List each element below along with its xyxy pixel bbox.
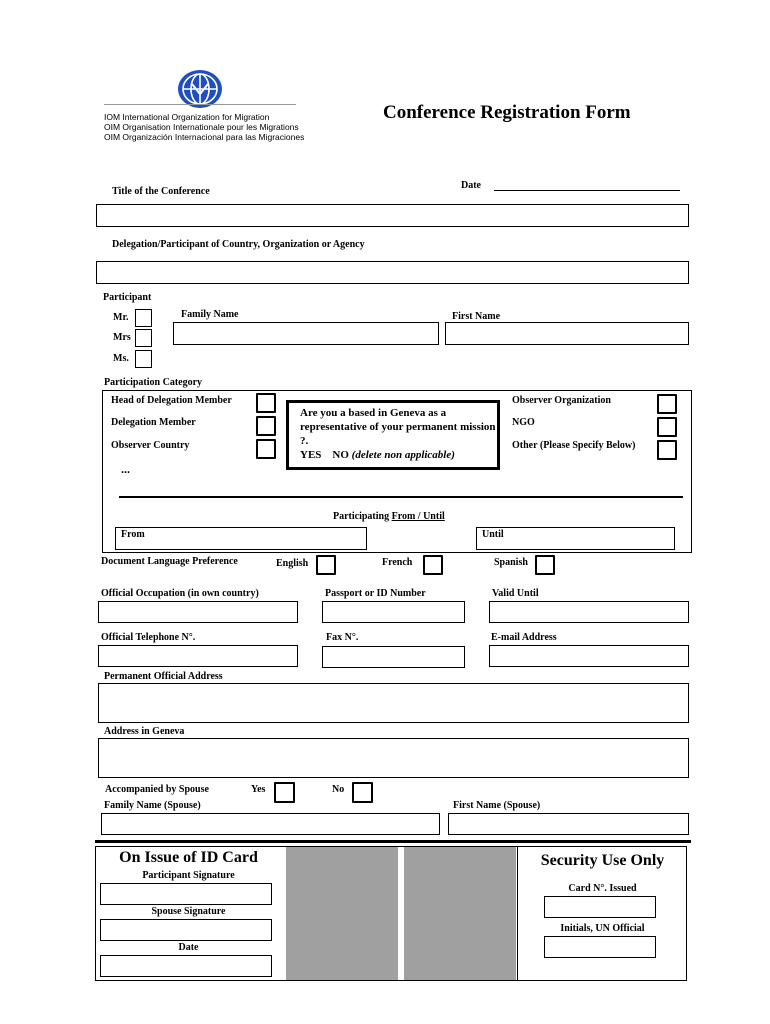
fax-field[interactable] xyxy=(322,646,465,668)
ngo-label: NGO xyxy=(512,417,535,428)
language-label: Document Language Preference xyxy=(101,556,238,567)
permanent-address-label: Permanent Official Address xyxy=(104,671,223,682)
spouse-first-name-field[interactable] xyxy=(448,813,689,835)
spouse-yes-checkbox[interactable] xyxy=(274,782,295,803)
fax-label: Fax N°. xyxy=(326,632,359,643)
security-panel xyxy=(517,847,687,980)
spouse-no-label: No xyxy=(332,784,345,795)
first-name-label: First Name xyxy=(452,311,501,322)
title-mrs-label: Mrs xyxy=(113,332,131,343)
id-date-label: Date xyxy=(178,942,199,953)
title-mr-label: Mr. xyxy=(113,312,129,323)
title-mrs-checkbox[interactable] xyxy=(135,329,152,347)
id-card-panel xyxy=(96,847,281,980)
language-english-label: English xyxy=(276,558,309,569)
language-french-label: French xyxy=(382,557,413,568)
ngo-checkbox[interactable] xyxy=(657,417,677,437)
title-ms-checkbox[interactable] xyxy=(135,350,152,368)
photo-area-2 xyxy=(404,847,516,980)
spouse-signature-field[interactable] xyxy=(100,919,272,941)
geneva-yes-no xyxy=(300,448,497,462)
first-name-field[interactable] xyxy=(445,322,689,345)
accompanied-label: Accompanied by Spouse xyxy=(105,784,209,795)
observer-organization-label: Observer Organization xyxy=(512,395,611,406)
other-label: Other (Please Specify Below) xyxy=(512,440,636,451)
initials-field[interactable] xyxy=(544,936,656,958)
security-title: Security Use Only xyxy=(540,852,665,869)
conference-title-field[interactable] xyxy=(96,204,689,227)
valid-until-field[interactable] xyxy=(489,601,689,623)
date-field[interactable] xyxy=(494,190,680,191)
initials-label: Initials, UN Official xyxy=(560,923,645,934)
id-card-title: On Issue of ID Card xyxy=(119,849,258,866)
participant-label: Participant xyxy=(103,292,152,303)
language-spanish-label: Spanish xyxy=(494,557,528,568)
participating-label xyxy=(333,511,445,522)
geneva-question-box xyxy=(286,400,500,470)
participating-from-until: From / Until xyxy=(391,511,445,522)
telephone-label: Official Telephone N°. xyxy=(101,632,196,643)
participant-signature-label: Participant Signature xyxy=(142,870,235,881)
other-checkbox[interactable] xyxy=(657,440,677,460)
family-name-label: Family Name xyxy=(181,309,239,320)
card-number-label: Card N°. Issued xyxy=(568,883,637,894)
head-of-delegation-label: Head of Delegation Member xyxy=(111,395,232,406)
section-divider xyxy=(95,840,691,843)
geneva-question-text: Are you a based in Geneva as a representative of your permanent mission ?. xyxy=(300,407,496,447)
logo-line-2: OIM Organisation Internationale pour les Migrations xyxy=(104,122,299,132)
logo-line-3: OIM Organización Internacional para las Migraciones xyxy=(104,132,305,142)
observer-organization-checkbox[interactable] xyxy=(657,394,677,414)
delegation-member-label: Delegation Member xyxy=(111,417,196,428)
passport-field[interactable] xyxy=(322,601,465,623)
email-field[interactable] xyxy=(489,645,689,667)
geneva-address-label: Address in Geneva xyxy=(104,726,185,737)
delegation-member-checkbox[interactable] xyxy=(256,416,276,436)
logo-line-1: IOM International Organization for Migration xyxy=(104,112,270,122)
spouse-first-name-label: First Name (Spouse) xyxy=(453,800,541,811)
language-spanish-checkbox[interactable] xyxy=(535,555,555,575)
passport-label: Passport or ID Number xyxy=(325,588,426,599)
geneva-note: (delete non applicable) xyxy=(351,449,455,461)
language-english-checkbox[interactable] xyxy=(316,555,336,575)
spouse-signature-label: Spouse Signature xyxy=(151,906,226,917)
observer-country-label: Observer Country xyxy=(111,440,190,451)
spouse-no-checkbox[interactable] xyxy=(352,782,373,803)
valid-until-label: Valid Until xyxy=(492,588,539,599)
geneva-address-field[interactable] xyxy=(98,738,689,778)
family-name-field[interactable] xyxy=(173,322,439,345)
delegation-field[interactable] xyxy=(96,261,689,284)
from-label: From xyxy=(121,529,145,540)
delegation-label: Delegation/Participant of Country, Organization or Agency xyxy=(112,239,365,250)
until-label: Until xyxy=(482,529,504,540)
from-field[interactable] xyxy=(115,527,367,550)
occupation-label: Official Occupation (in own country) xyxy=(101,588,259,599)
date-label: Date xyxy=(461,180,481,191)
photo-area-1 xyxy=(286,847,398,980)
title-ms-label: Ms. xyxy=(113,353,129,364)
spouse-family-name-label: Family Name (Spouse) xyxy=(104,800,201,811)
occupation-field[interactable] xyxy=(98,601,298,623)
form-title: Conference Registration Form xyxy=(383,102,631,123)
title-mr-checkbox[interactable] xyxy=(135,309,152,327)
ellipsis-text: ... xyxy=(121,462,130,476)
participating-text: Participating xyxy=(333,511,392,522)
id-date-field[interactable] xyxy=(100,955,272,977)
until-field[interactable] xyxy=(476,527,675,550)
spouse-yes-label: Yes xyxy=(251,784,266,795)
email-label: E-mail Address xyxy=(491,632,557,643)
language-french-checkbox[interactable] xyxy=(423,555,443,575)
category-divider xyxy=(119,496,683,498)
category-label: Participation Category xyxy=(104,377,203,388)
observer-country-checkbox[interactable] xyxy=(256,439,276,459)
permanent-address-field[interactable] xyxy=(98,683,689,723)
geneva-yes-no-text: YES NO xyxy=(300,449,349,461)
head-of-delegation-checkbox[interactable] xyxy=(256,393,276,413)
card-number-field[interactable] xyxy=(544,896,656,918)
spouse-family-name-field[interactable] xyxy=(101,813,440,835)
participant-signature-field[interactable] xyxy=(100,883,272,905)
telephone-field[interactable] xyxy=(98,645,298,667)
conference-title-label: Title of the Conference xyxy=(112,186,210,197)
